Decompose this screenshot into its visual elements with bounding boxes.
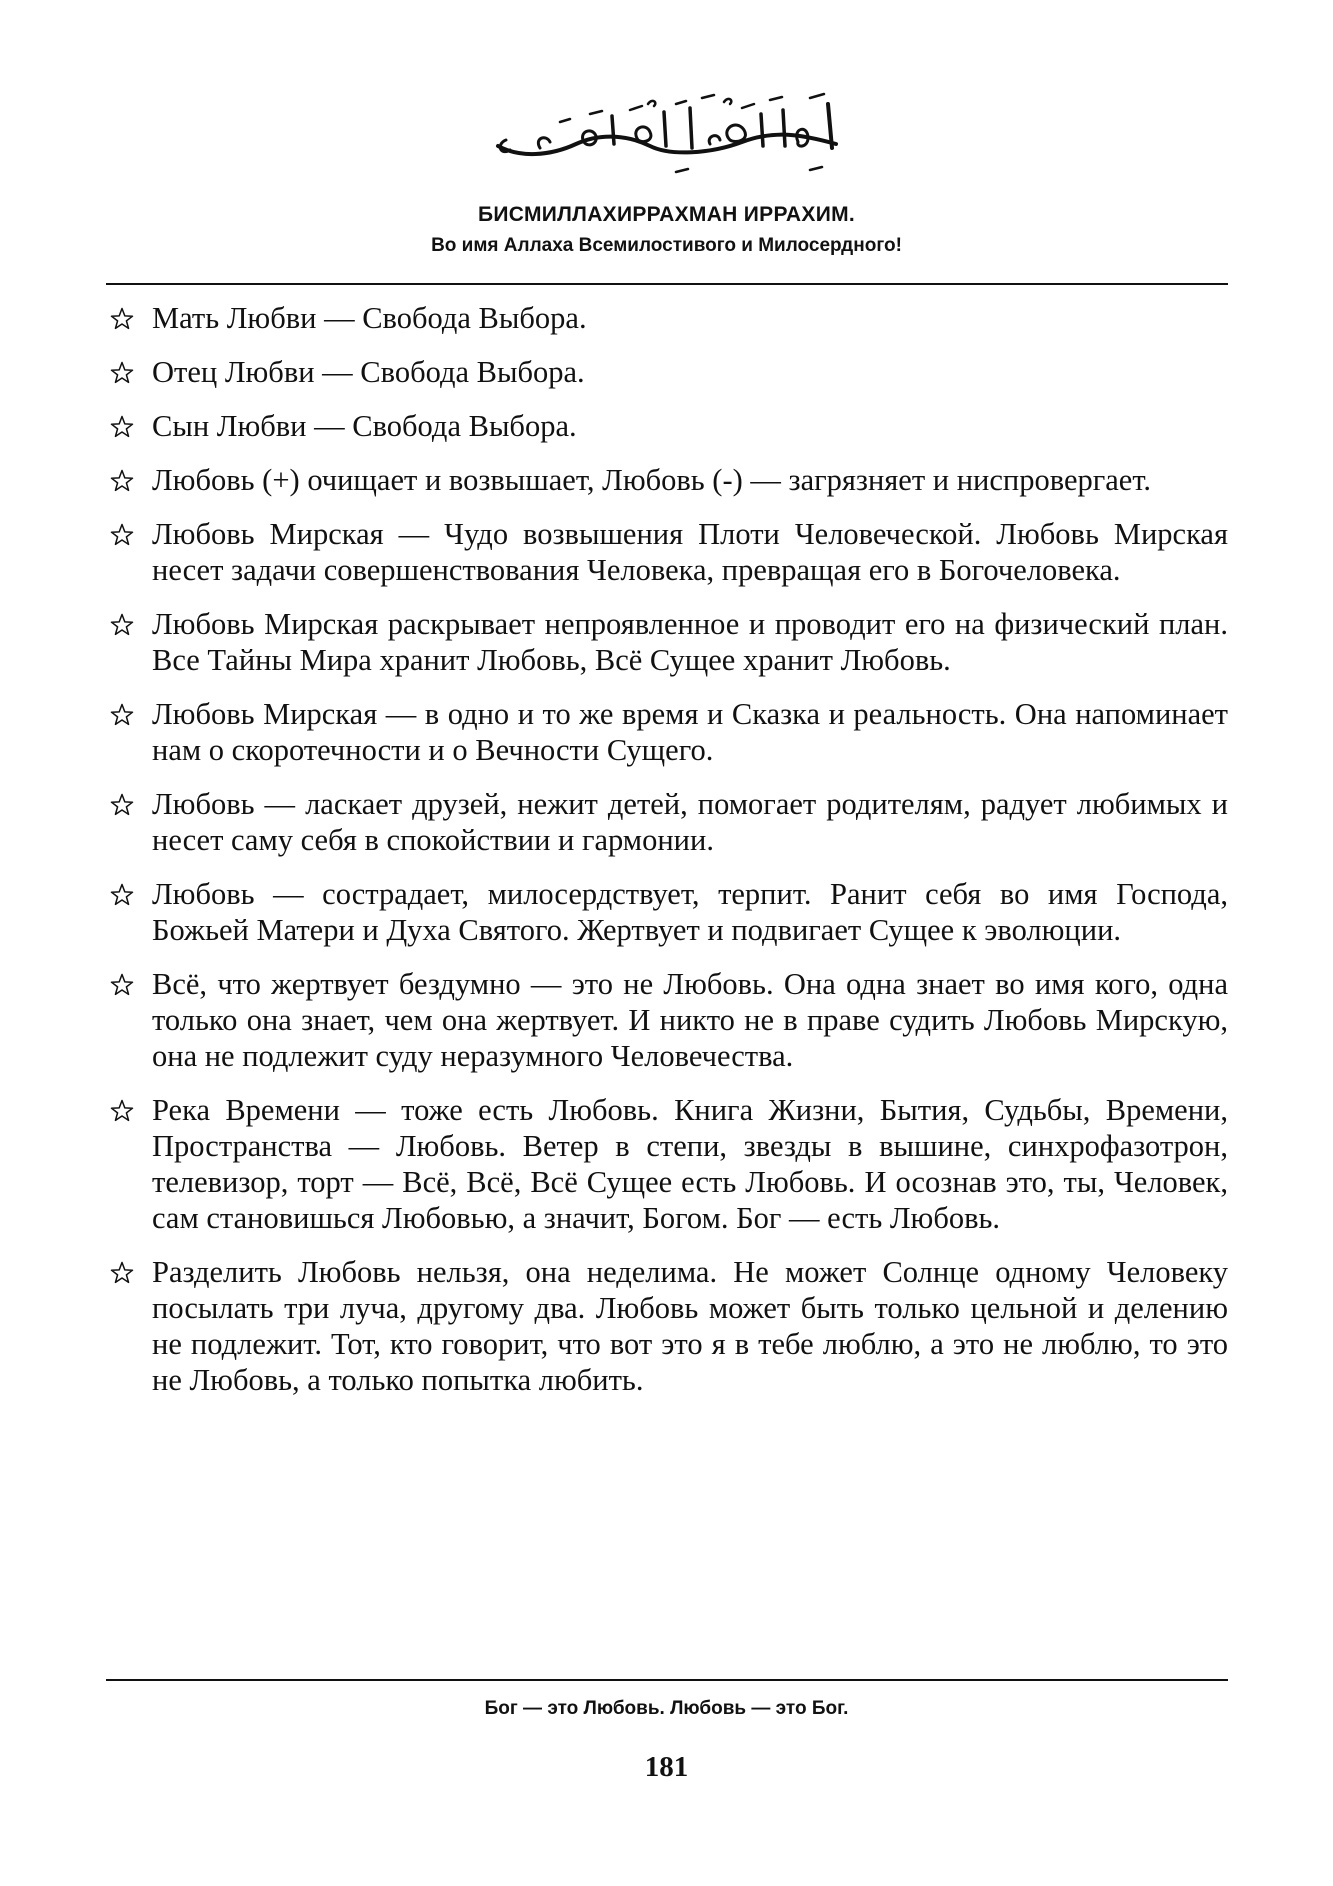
star-outline-icon xyxy=(108,791,138,819)
bismillah-calligraphy-icon xyxy=(480,88,860,178)
list-item xyxy=(108,876,1228,948)
star-outline-icon xyxy=(108,359,138,387)
star-outline-icon xyxy=(108,881,138,909)
star-outline-icon xyxy=(108,611,138,639)
item-text: Разделить Любовь нельзя, она неделима. Не может Солнце одному Человеку посылать три луча, другому два. Любовь может быть только цельной и делению не подлежит. Тот, кто говорит, что вот это я в тебе люблю, а это не люблю, то это не Любовь, а только попытка любить. xyxy=(152,1255,1228,1397)
item-text: Сын Любви — Свобода Выбора. xyxy=(152,409,577,443)
item-text: Любовь Мирская раскрывает непроявленное и проводит его на физический план. Все Тайны Мира хранит Любовь, Всё Сущее хранит Любовь. xyxy=(152,607,1228,677)
star-outline-icon xyxy=(108,413,138,441)
header-title: БИСМИЛЛАХИРРАХМАН ИРРАХИМ. xyxy=(477,203,856,226)
list-item xyxy=(108,966,1228,1074)
list-item xyxy=(108,1092,1228,1236)
aphorism-list xyxy=(108,300,1228,1398)
list-item xyxy=(108,786,1228,858)
star-outline-icon xyxy=(108,467,138,495)
item-text: Всё, что жертвует бездумно — это не Любовь. Она одна знает во имя кого, одна только она знает, чем она жертвует. И никто не в праве судить Любовь Мирскую, она не подлежит суду неразумного Человечества. xyxy=(152,967,1228,1073)
list-item xyxy=(108,516,1228,588)
star-outline-icon xyxy=(108,521,138,549)
header-divider xyxy=(106,283,1228,285)
star-outline-icon xyxy=(108,701,138,729)
item-text: Любовь Мирская — в одно и то же время и Сказка и реальность. Она напоминает нам о скоротечности и о Вечности Сущего. xyxy=(152,697,1228,767)
list-item xyxy=(108,354,1228,390)
list-item xyxy=(108,606,1228,678)
item-text: Река Времени — тоже есть Любовь. Книга Жизни, Бытия, Судьбы, Времени, Пространства — Любовь. Ветер в степи, звезды в вышине, синхрофазотрон, телевизор, торт — Всё, Всё, Всё Сущее есть Любовь. И осознав это, ты, Человек, сам становишься Любовью, а значит, Богом. Бог — есть Любовь. xyxy=(152,1093,1228,1235)
item-text: Любовь (+) очищает и возвышает, Любовь (-) — загрязняет и ниспровергает. xyxy=(152,463,1151,497)
page-number: 181 xyxy=(644,1751,689,1783)
star-outline-icon xyxy=(108,305,138,333)
list-item xyxy=(108,1254,1228,1398)
footer-divider xyxy=(106,1679,1228,1681)
star-outline-icon xyxy=(108,1259,138,1287)
footer-motto: Бог — это Любовь. Любовь — это Бог. xyxy=(484,1698,849,1719)
item-text: Любовь — ласкает друзей, нежит детей, помогает родителям, радует любимых и несет саму себя в спокойствии и гармонии. xyxy=(152,787,1228,857)
list-item xyxy=(108,300,1228,336)
item-text: Мать Любви — Свобода Выбора. xyxy=(152,301,587,335)
list-item xyxy=(108,408,1228,444)
list-item xyxy=(108,696,1228,768)
item-text: Любовь — сострадает, милосердствует, терпит. Ранит себя во имя Господа, Божьей Матери и Духа Святого. Жертвует и подвигает Сущее к эволюции. xyxy=(152,877,1228,947)
star-outline-icon xyxy=(108,971,138,999)
header-subtitle: Во имя Аллаха Всемилостивого и Милосердного! xyxy=(431,235,902,256)
item-text: Отец Любви — Свобода Выбора. xyxy=(152,355,585,389)
list-item xyxy=(108,462,1228,498)
star-outline-icon xyxy=(108,1097,138,1125)
item-text: Любовь Мирская — Чудо возвышения Плоти Человеческой. Любовь Мирская несет задачи совершенствования Человека, превращая его в Богочеловека. xyxy=(152,517,1228,587)
